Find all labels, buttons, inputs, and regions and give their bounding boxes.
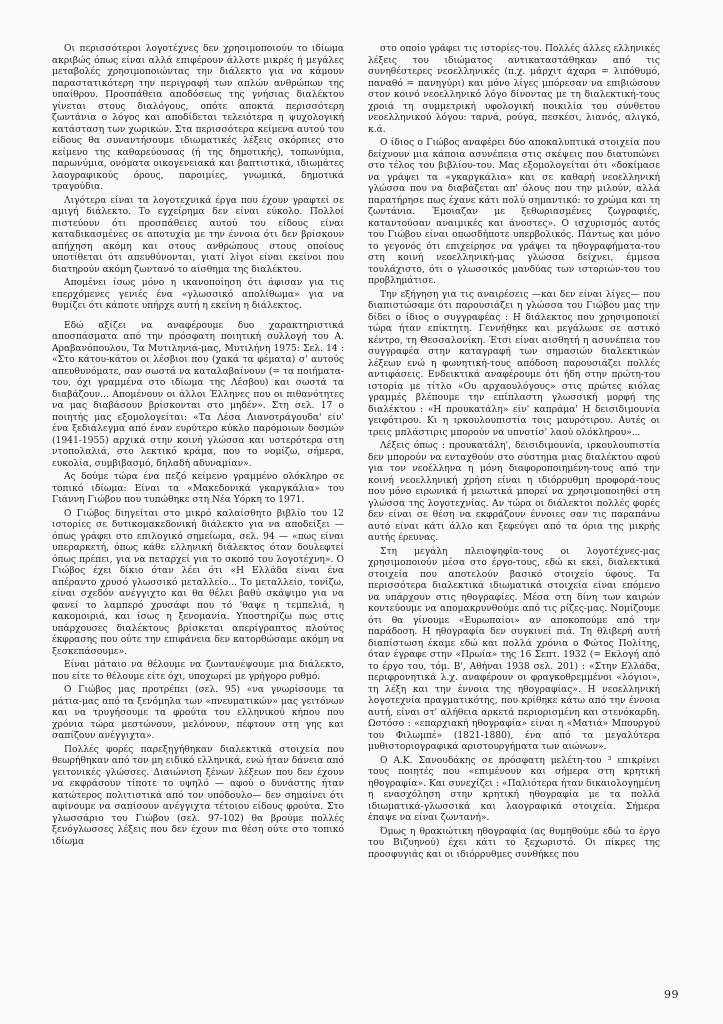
- right-text-column: [368, 44, 660, 861]
- paragraph: Ο ίδιος ο Γιώβος αναφέρει δύο αποκαλυπτικά στοιχεία που δείχνουν μια κάποια ασυνέπεια στις σκέψεις που διατυπώνει στο τέλος του βιβλίου-του. Μας εξομολογείται ότι «δοκίμασε να γράψει τα «γκαργκάλια» και σε καθαρή νεοελληνική γλώσσα που να διαβάζεται απ' όλους που την μιλούν, αλλά παρατήρησε πως έχανε κάτι πολύ σημαντικό: το χρώμα και τη ζωντάνια. Έμοιαζαν με ξεθωριασμένες ζωγραφιές, καταντούσαν αναιμικές και άνοστες». Ο ισχυρισμός αυτός του Γιώβου είναι οπωσδήποτε υπερβολικός. Πάντως και μόνο το γεγονός ότι επιχείρησε να γράψει τα ηθογραφήματα-του στη κοινή νεοελληνική-μας γλώσσα δείχνει, έμμεσα τουλάχιστο, ότι ο γλωσσικός μανδύας των ιστοριών-του του προβλημάτισε.: [368, 138, 660, 286]
- paragraph: Απομένει ίσως μόνο η ικανοποίηση ότι άφισαν για τις επερχόμενες γενιές ένα «γλωσσικό απολίθωμα» για να θυμίζει ότι κάποτε υπήρχε αυτή η εκείνη η διάλεκτος.: [52, 278, 344, 311]
- paragraph: Ο Α.Κ. Σανουδάκης σε πρόσφατη μελέτη-του ³ επικρίνει τους ποιητές που «επιμένουν και σήμερα στη κρητική ηθογραφία». Και συνεχίζει : «Παλιότερα ήταν δικαιολογημένη η ενασχόληση στην κρητική ηθογραφία με τα πολλά ιδιωματικά-γλωσσικά και λαογραφικά στοιχεία. Σήμερα έπαψε να είναι ζωντανή».: [368, 755, 660, 823]
- paragraph: Ας δούμε τώρα ένα πεζό κείμενο γραμμένο ολόκληρο σε τοπικό ιδίωμα: Είναι τα «Μακεδονικά γκαργκάλια» του Γιάννη Γιώβου που τυπώθηκε στη Νέα Υόρκη το 1971.: [52, 472, 344, 505]
- paragraph: Οι περισσότεροι λογοτέχνες δεν χρησιμοποιούν το ιδίωμα ακριβώς όπως είναι αλλά επιφέρουν άλλοτε μικρές ή μεγάλες μεταβολές χρησιμοποιώντας την διάλεκτο για να κάμουν παραστατικότερη την περιγραφή των απλών ανθρώπων της υπαίθρου. Προσπάθεια αποδόσεως της γνήσιας διαλέκτου γίνεται στους διαλόγους, οπότε αποκτά περισσότερη ζωντάνια ο λόγος και αποδίδεται τελειότερα η ψυχολογική κατάσταση των χωρικών. Στα περισσότερα κείμενα αυτού του είδους θα συναντήσουμε ιδιωματικές λέξεις σκόρπιες στο κείμενο της καθαρεύουσας (ή της δημοτικής), τοπωνύμια, παρωνύμια, ονόματα οικογενειακά και βαπτιστικά, ιδιωμάτες λαογραφικούς όρους, παροιμίες, γνωμικά, δημοτικά τραγούδια.: [52, 44, 344, 192]
- paragraph: Είναι μάταιο να θέλουμε να ζωντανέψουμε μια διάλεκτο, που είτε το θέλουμε είτε όχι, υποχωρεί με γρήγορο ρυθμό.: [52, 660, 344, 682]
- paragraph: Πολλές φορές παρεξηγήθηκαν διαλεκτικά στοιχεία που θεωρήθηκαν από τον μη ειδικό ελληνικά, ενώ ήταν δάνεια από γειτονικές γλώσσες. Διαιώνιση ξένων λέξεων που δεν έχουν να εκφράσουν τίποτε το υψηλό — αφού ο δυνάστης ήταν κατώτερος πολιτιστικά από τον υπόδουλο— δεν σημαίνει ότι αφίνουμε να σαπίσουν ανέγγιχτα τέτοιου είδους φρούτα. Στο γλωσσάριο του Γιώβου (σελ. 97-102) θα βρούμε πολλές ξενόγλωσσες λέξεις που δεν έχουν πια θέση ούτε στο τοπικό ιδίωμα: [52, 744, 344, 847]
- paragraph: Στη μεγάλη πλειοψηφία-τους οι λογοτέχνες-μας χρησιμοποιούν μέσα στο έργο-τους, εδώ κι εκεί, διαλεκτικά στοιχεία που αποτελούν βασικό στοιχείο ύφους. Τα περισσότερα διαλεκτικά ιδιωματικά στοιχεία είναι επόμενο να υπάρχουν στις ηθογραφίες. Μέσα στη δίνη των καιρών κοντεύουμε να απομακρυνθούμε από τις ρίζες-μας. Νομίζουμε ότι θα γίνουμε «Ευρωπαίοι» αν αποκοπούμε από την παράδοση. Η ηθογραφία δεν συγκινεί πιά. Τη θλιβερή αυτή διαπίστωση έκαμε εδώ και πολλά χρόνια ο Φώτος Πολίτης, όταν έγραφε στην «Πρωία» της 16 Σεπτ. 1932 (= Εκλογή από το έργο του, τόμ. Β', Αθήναι 1938 σελ. 201) : «Στην Ελλάδα, περιφρονητικά λ.χ. αναφέρουν οι φραγκοθρεμμένοι «λόγιοι», τη λέξη και την έννοια της ηθογραφίας». Η νεοελληνική λογοτεχνία πραγματικότης, που κρίθηκε κάτω από την έννοια αυτή, είναι στ' αλήθεια αρκετά περιορισμένη και στενόκαρδη. Ωστόσο : «επαρχιακή ηθογραφία» είναι η «Ματιά» Μπουργού του Φιλωμπέ» (1821-1880), ένα από τα μεγαλύτερα μυθιστοριογραφικά αριστουργήματα των αιώνων».: [368, 546, 660, 752]
- paragraph: Όμως η θρακιώτικη ηθογραφία (ας θυμηθούμε εδώ το έργο του Βιζυηνού) έχει κάτι το ξεχωριστό. Οι πίκρες της προσφυγιάς και οι ιδιόρρυθμες συνθήκες που: [368, 826, 660, 860]
- paragraph: Λέξεις όπως : προυκατάλη', δεισιδιμουνία, ιρκουλουπιστία δεν μπορούν να ενταχθούν στο σύστημα μιας διαλέκτου αφού για τον νεοέλληνα η μόνη διαφοροποιημένη-τους από την κοινή νεοελληνική χρήση είναι η ιδιόρρυθμη προφορά-τους που μόνο ειρωνικά ή μειωτικά μπορεί να χρησιμοποιηθεί στη γλώσσα της λογοτεχνίας. Αν τώρα οι διάλεκτοι πολλές φορές δεν είναι σε θέση να εκφράζουν έννοιες σαν τις παραπάνω αυτό είναι κάτι άλλο και ξεφεύγει από τα όρια της μικρής αυτής έρευνας.: [368, 441, 660, 543]
- paragraph: Λιγότερα είναι τα λογοτεχνικά έργα που έχουν γραφτεί σε αμιγή διάλεκτο. Το εγχείρημα δεν είναι εύκολο. Πολλοί πιστεύουν ότι προσπάθειες αυτού του είδους είναι καταδικασμένες σε αποτυχία με την έννοια ότι δεν βρίσκουν απήχηση ακόμη και στους ανθρώπους στους οποίους υποτίθεται ότι απευθύνονται, γιατί λίγοι είναι εκείνοι που διατηρούν ακόμη ζωντανό το αίσθημα της διαλέκτου.: [52, 195, 344, 275]
- paragraph: Ο Γιώβος μας προτρέπει (σελ. 95) «να γνωρίσουμε τα μάτια-μας από τα ξενόμηλα των «πνευματικών» μας γειτόνων και να τρυγήσουμε τα φρούτα του ελληνικού κήπου που χρόνια τώρα μεστώνουν, μελόνουν, πέφτουν στη γης και σαπίζουν ανέγγιχτα».: [52, 685, 344, 741]
- paragraph: Ο Γιώβος διηγείται στο μικρό καλαίσθητο βιβλίο του 12 ιστορίες σε δυτικομακεδονική διάλεκτο για να αποδείξει — όπως γράφει στο επιλογικό σημείωμα, σελ. 94 — «πως είναι υπεραρκετή, όπως κάθε ελληνική διάλεκτος όταν δουλεφτεί όπως πρέπει, για να πεταρχεί για το σκοπό του λογοτέχνη». Ο Γιώβος έχει δίκιο όταν λέει ότι «Η Ελλάδα είναι ένα απέραντο χρυσό γλωσσικό μεταλλείο... Το μεταλλείο, τονίζω, είναι σχεδόν ανέγγιχτο και θα θέλει βαθύ σκάψιμο για να φανεί το λαμπερό χρυσάφι που τό 'θαψε η τεμπελιά, η κακομοιριά, και ίσως η ξενομανία. Υποστηρίζω πως στις υπάρχουσες διαλέκτους βρίσκεται απερίγραπτος πλούτος έκφρασης που ούτε την επιφάνεια δεν κατορθώσαμε ακόμη να ξεσκεπάσουμε».: [52, 508, 344, 657]
- paragraph: Την εξήγηση για τις αναιρέσεις —και δεν είναι λίγες— που διαπιστώσαμε ότι παρουσιάζει η γλώσσα του Γιώβου μας την δίδει ο ίδιος ο συγγραφέας : Η διάλεκτος που χρησιμοποιεί τώρα ήταν επίκτητη. Γεννήθηκε και μεγάλωσε σε αστικό κέντρο, τη Θεσσαλονίκη. Έτσι είναι αισθητή η ασυνέπεια του συγγραφέα στην καταγραφή των σημασιών διαλεκτικών λέξεων ενώ η φωνητική-τους απόδοση παρουσιάζει πολλές αντιφάσεις. Ενδεικτικά αναφέρουμε ότι ήδη στην πρώτη-του ιστορία με τίτλο «Ου αρχαουλόγους» στις πρώτες κιόλας γραμμές βλέπουμε την επίπλαστη γλωσσική μορφή της διαλέκτου : «Η προυκατάλη» είν' καπράμα' Η δεισιδιμουνία γειφότιρου. Κι η ιρκουλουπιστία τοις μαυρότιρου. Αυτές οι τρεις μπλάστιρις μπορούν να υπνοτίσ' λαού ολόκληρου»...: [368, 289, 660, 438]
- left-text-column: [52, 44, 344, 848]
- paragraph: Εδώ αξίζει να αναφέρουμε δυο χαρακτηριστικά αποσπάσματα από την πρόσφατη ποιητική συλλογή του Α. Αραβανόπουλου, Τα Μυτιληνιά-μας, Μυτιλήνη 1975: Σελ. 14 : «Στο κάτου-κάτου οι λέσβιοι που (χακά τα φέματα) σ' αυτούς απευθυνόματε, σαν σωστά να καταλαβαίνουν (= τα ποιήματα-του, όχι γραμμένα στο ιδίωμα της Λέσβου) και σωστά τα διαβάζουν... Απομένουν οι άλλοι Έλληνες που οι πιθανότητες να μας διαβάσουν βρίσκονται στο μηδέν». Στη σελ. 17 ο ποιητής μας εξομολογείται: «Τα Λέσα Λιανοτράγουδα' είν' ένα ξεδιάλεγμα από έναν ευρύτερο κύκλο παρόμοιων δοσμών (1941-1955) αρχικά στην κοινή γλώσσα και υστερότερα στη ντοπολαλιά, στο λεκτικό κράμα, που το νομίζω, σήμερα, ευκολία, συμβιβασμό, δηλαδή αδυναμίαν».: [52, 320, 344, 469]
- page-number: 99: [664, 988, 679, 1001]
- paragraph: στο οποίο γράφει τις ιστορίες-του. Πολλές άλλες ελληνικές λέξεις του ιδιώματος αντικαταστάθηκαν από τις συνηθέστερες νεοελληνικές (π.χ. μάρχιτ άχαρα = λιπόθυμό, παναθό = πανηγύρι) και μόνο λίγες μπόρεσαν να επιβιώσουν στον κοινό νεοελληνικό λόγο δίνοντας με τη διαλεκτική-τους χροιά τη συμμετρική υφολογική ποικιλία του σύνθετου νεοελληνικού λόγου: ταρνά, ρούγα, πεσκέσι, λιανός, αλιγκό, κ.ά.: [368, 44, 660, 135]
